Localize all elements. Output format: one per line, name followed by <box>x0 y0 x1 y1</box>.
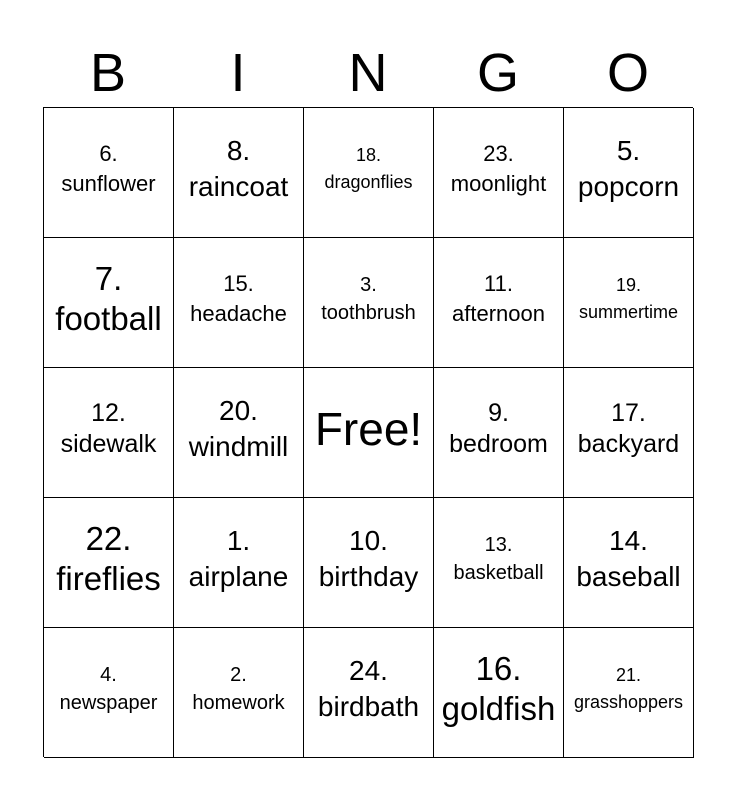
bingo-cell-r1c4[interactable] <box>434 108 564 238</box>
bingo-cell-r5c3[interactable] <box>304 628 434 758</box>
bingo-cell-r4c5[interactable] <box>564 498 694 628</box>
bingo-cell-r2c2[interactable] <box>174 238 304 368</box>
cell-word: football <box>55 299 162 337</box>
cell-word: moonlight <box>450 170 547 196</box>
cell-number: 6. <box>99 140 118 166</box>
cell-word: birdbath <box>317 690 420 722</box>
cell-word: grasshoppers <box>573 691 684 712</box>
cell-word: backyard <box>577 429 680 458</box>
cell-number: 23. <box>483 140 514 166</box>
bingo-cell-r5c1[interactable] <box>44 628 174 758</box>
free-space-label: Free! <box>314 402 423 455</box>
cell-number: 9. <box>488 398 509 427</box>
header-letter-g: G <box>476 43 519 103</box>
cell-number: 14. <box>609 524 648 556</box>
cell-number: 1. <box>226 524 251 556</box>
bingo-cell-r5c2[interactable] <box>174 628 304 758</box>
bingo-cell-r4c2[interactable] <box>174 498 304 628</box>
cell-number: 21. <box>615 664 642 685</box>
cell-number: 3. <box>360 273 377 296</box>
bingo-cell-r3c1[interactable] <box>44 368 174 498</box>
bingo-cell-r2c3[interactable] <box>304 238 434 368</box>
bingo-cell-r5c4[interactable] <box>434 628 564 758</box>
cell-word: goldfish <box>441 689 556 727</box>
cell-word: headache <box>190 300 287 326</box>
cell-word: raincoat <box>188 170 289 202</box>
cell-number: 2. <box>230 663 247 686</box>
bingo-board <box>43 107 693 757</box>
cell-word: fireflies <box>56 559 161 597</box>
cell-word: birthday <box>318 560 419 592</box>
cell-word: popcorn <box>577 170 680 202</box>
bingo-header <box>43 40 693 106</box>
cell-word: dragonflies <box>324 171 413 192</box>
bingo-cell-r4c4[interactable] <box>434 498 564 628</box>
cell-word: bedroom <box>449 429 548 458</box>
cell-number: 10. <box>349 524 388 556</box>
bingo-cell-r1c5[interactable] <box>564 108 694 238</box>
bingo-cell-r4c1[interactable] <box>44 498 174 628</box>
header-letter-n: N <box>348 43 388 103</box>
cell-number: 17. <box>611 398 646 427</box>
cell-word: homework <box>192 691 285 714</box>
cell-number: 5. <box>616 134 641 166</box>
cell-word: airplane <box>188 560 289 592</box>
cell-number: 20. <box>219 394 258 426</box>
cell-number: 18. <box>355 144 382 165</box>
cell-number: 11. <box>484 270 513 296</box>
cell-word: baseball <box>576 560 681 592</box>
cell-word: toothbrush <box>321 301 416 324</box>
cell-word: summertime <box>578 301 678 322</box>
cell-number: 13. <box>484 533 513 556</box>
header-letter-o: O <box>606 43 649 103</box>
cell-number: 24. <box>349 654 388 686</box>
header-letter-i: I <box>230 43 246 103</box>
cell-word: basketball <box>453 561 544 584</box>
bingo-cell-r2c4[interactable] <box>434 238 564 368</box>
bingo-cell-r1c3[interactable] <box>304 108 434 238</box>
header-letter-b: B <box>89 43 127 103</box>
bingo-cell-r1c1[interactable] <box>44 108 174 238</box>
cell-number: 22. <box>85 519 132 557</box>
cell-number: 7. <box>94 259 123 297</box>
bingo-cell-r5c5[interactable] <box>564 628 694 758</box>
cell-word: newspaper <box>59 691 158 714</box>
cell-word: windmill <box>188 430 289 462</box>
cell-number: 19. <box>615 274 642 295</box>
cell-number: 12. <box>91 398 126 427</box>
bingo-cell-free[interactable] <box>304 368 434 498</box>
bingo-cell-r3c4[interactable] <box>434 368 564 498</box>
cell-word: sunflower <box>61 170 156 196</box>
bingo-cell-r4c3[interactable] <box>304 498 434 628</box>
bingo-cell-r2c5[interactable] <box>564 238 694 368</box>
bingo-cell-r2c1[interactable] <box>44 238 174 368</box>
cell-number: 16. <box>475 649 522 687</box>
cell-number: 4. <box>100 663 117 686</box>
cell-number: 15. <box>223 270 254 296</box>
bingo-cell-r3c2[interactable] <box>174 368 304 498</box>
cell-number: 8. <box>226 134 251 166</box>
cell-word: sidewalk <box>60 429 157 458</box>
cell-word: afternoon <box>452 300 545 326</box>
bingo-cell-r3c5[interactable] <box>564 368 694 498</box>
bingo-cell-r1c2[interactable] <box>174 108 304 238</box>
